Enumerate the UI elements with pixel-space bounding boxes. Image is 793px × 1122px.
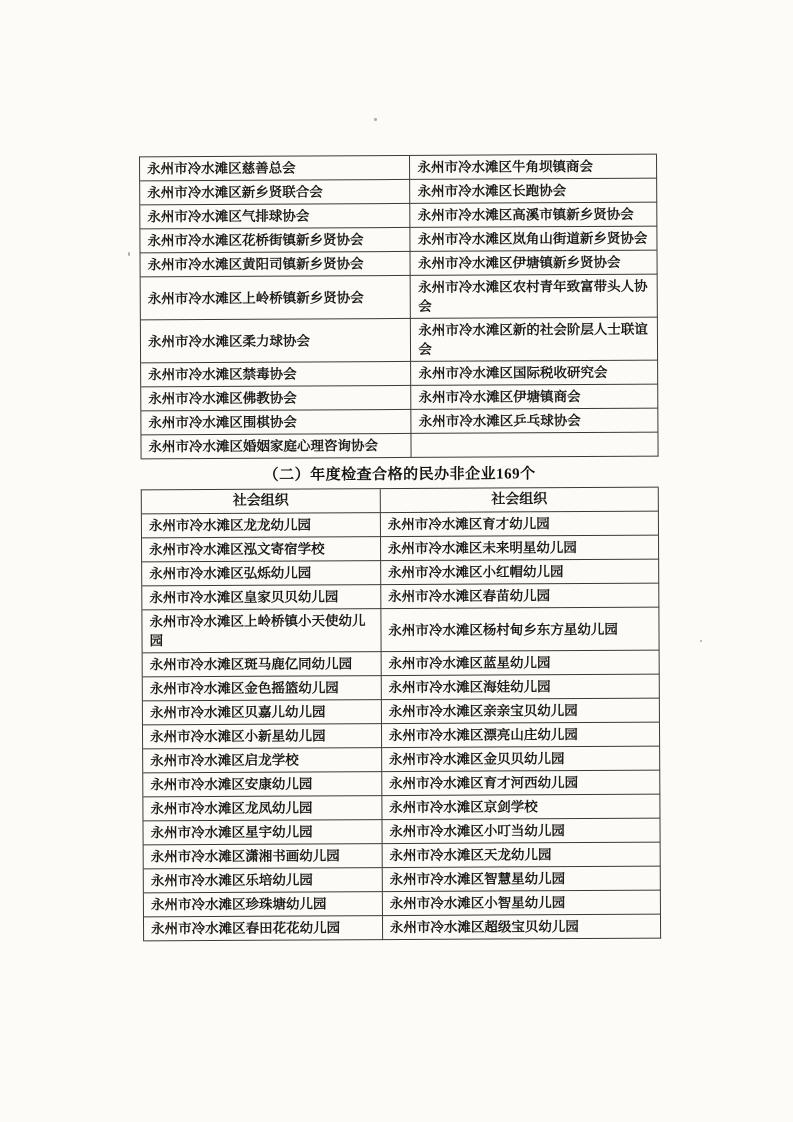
table-cell: 永州市冷水滩区长跑协会: [411, 179, 658, 204]
table-row: [143, 771, 660, 798]
table-row: [143, 747, 660, 774]
table-header-row: [142, 488, 659, 515]
table-row: [140, 203, 657, 230]
table-cell: 永州市冷水滩区婚姻家庭心理咨询协会: [141, 434, 412, 459]
table-cell: 永州市冷水滩区牛角坝镇商会: [410, 155, 657, 180]
table-row: [144, 843, 661, 870]
scan-speckle: [700, 640, 702, 642]
table-cell: 永州市冷水滩区潇湘书画幼儿园: [144, 844, 383, 869]
table-cell: 永州市冷水滩区佛教协会: [141, 386, 412, 411]
table-row: [141, 385, 658, 412]
table-cell: 永州市冷水滩区慈善总会: [140, 156, 411, 181]
table-cell: 永州市冷水滩区育才幼儿园: [381, 512, 659, 537]
table-cell: 永州市冷水滩区贝嘉儿幼儿园: [143, 700, 382, 725]
table-row: [144, 867, 661, 894]
table-row: [142, 584, 659, 611]
table-row: [143, 795, 660, 822]
table-cell: 永州市冷水滩区珍珠塘幼儿园: [144, 892, 383, 917]
table-row: [143, 699, 660, 726]
table-cell: 永州市冷水滩区蓝星幼儿园: [381, 651, 659, 676]
table-cell: 永州市冷水滩区亲亲宝贝幼儿园: [382, 699, 660, 724]
table-row: [144, 915, 661, 942]
page-content: [139, 154, 661, 942]
table-row: [141, 433, 658, 460]
table-cell: 永州市冷水滩区新的社会阶层人士联谊会: [411, 318, 658, 362]
table-row: [142, 536, 659, 563]
table-cell: 永州市冷水滩区围棋协会: [141, 410, 412, 435]
table-cell: 永州市冷水滩区小新星幼儿园: [143, 724, 382, 749]
social-organizations-table: [139, 154, 659, 460]
table-row: [142, 608, 659, 654]
table-cell: 永州市冷水滩区未来明星幼儿园: [381, 536, 659, 561]
table-header-cell: 社会组织: [381, 488, 659, 513]
scan-speckle: [128, 252, 130, 256]
table-cell: 永州市冷水滩区上岭桥镇新乡贤协会: [141, 276, 412, 320]
table-cell: 永州市冷水滩区国际税收研究会: [411, 361, 658, 386]
table-cell: 永州市冷水滩区伊塘镇商会: [412, 385, 659, 410]
table-cell: 永州市冷水滩区小智星幼儿园: [383, 891, 661, 916]
table-cell: 永州市冷水滩区星宇幼儿园: [143, 820, 382, 845]
table-row: [143, 819, 660, 846]
table-cell: 永州市冷水滩区禁毒协会: [141, 362, 412, 387]
table-cell: 永州市冷水滩区京剑学校: [382, 795, 660, 820]
table-row: [141, 251, 658, 278]
table-cell: 永州市冷水滩区乒乓球协会: [412, 409, 659, 434]
table-cell: 永州市冷水滩区龙凤幼儿园: [143, 796, 382, 821]
table-cell: [412, 433, 659, 458]
scan-speckle: [374, 118, 377, 121]
table-cell: 永州市冷水滩区上岭桥镇小天使幼儿园: [142, 609, 381, 653]
table-cell: 永州市冷水滩区智慧星幼儿园: [383, 867, 661, 892]
table-cell: 永州市冷水滩区伊塘镇新乡贤协会: [411, 251, 658, 276]
table-row: [143, 651, 660, 678]
table-cell: 永州市冷水滩区农村青年致富带头人协会: [411, 275, 658, 319]
table-cell: 永州市冷水滩区超级宝贝幼儿园: [383, 915, 661, 940]
table-row: [141, 275, 658, 321]
private-non-enterprise-table: [141, 487, 661, 942]
table-cell: 永州市冷水滩区龙龙幼儿园: [142, 513, 381, 538]
table-cell: 永州市冷水滩区启龙学校: [143, 748, 382, 773]
table-cell: 永州市冷水滩区小红帽幼儿园: [381, 560, 659, 585]
table-cell: 永州市冷水滩区皇家贝贝幼儿园: [142, 585, 381, 610]
table-cell: 永州市冷水滩区漂亮山庄幼儿园: [382, 723, 660, 748]
social-organizations-table-body: [140, 155, 659, 460]
table-cell: 永州市冷水滩区斑马鹿亿同幼儿园: [143, 652, 382, 677]
table-cell: 永州市冷水滩区金色摇篮幼儿园: [143, 676, 382, 701]
table-cell: 永州市冷水滩区育才河西幼儿园: [382, 771, 660, 796]
table-cell: 永州市冷水滩区乐培幼儿园: [144, 868, 383, 893]
table-cell: 永州市冷水滩区春田花花幼儿园: [144, 916, 383, 941]
table-row: [142, 512, 659, 539]
table-row: [140, 155, 657, 182]
table-cell: 永州市冷水滩区柔力球协会: [141, 319, 412, 363]
table-cell: 永州市冷水滩区泓文寄宿学校: [142, 537, 381, 562]
table-row: [142, 560, 659, 587]
table-cell: 永州市冷水滩区天龙幼儿园: [382, 843, 660, 868]
table-row: [140, 179, 657, 206]
table-row: [143, 723, 660, 750]
table-row: [141, 318, 658, 364]
table-cell: 永州市冷水滩区高溪市镇新乡贤协会: [411, 203, 658, 228]
private-non-enterprise-table-body: [142, 512, 661, 942]
table-cell: 永州市冷水滩区弘烁幼儿园: [142, 561, 381, 586]
table-row: [141, 409, 658, 436]
table-row: [140, 227, 657, 254]
table-row: [143, 675, 660, 702]
table-cell: 永州市冷水滩区金贝贝幼儿园: [382, 747, 660, 772]
table-cell: 永州市冷水滩区黄阳司镇新乡贤协会: [141, 252, 412, 277]
table-cell: 永州市冷水滩区小叮当幼儿园: [382, 819, 660, 844]
table-cell: 永州市冷水滩区海娃幼儿园: [382, 675, 660, 700]
table-cell: 永州市冷水滩区春苗幼儿园: [381, 584, 659, 609]
table-cell: 永州市冷水滩区新乡贤联合会: [140, 180, 411, 205]
table-cell: 永州市冷水滩区杨村甸乡东方星幼儿园: [381, 608, 659, 652]
table-row: [144, 891, 661, 918]
table-header-cell: 社会组织: [142, 489, 381, 514]
section-heading: （二）年度检查合格的民办非企业169个: [263, 466, 536, 484]
table-cell: 永州市冷水滩区花桥街镇新乡贤协会: [140, 228, 411, 253]
table-row: [141, 361, 658, 388]
table-cell: 永州市冷水滩区气排球协会: [140, 204, 411, 229]
table-cell: 永州市冷水滩区安康幼儿园: [143, 772, 382, 797]
table-cell: 永州市冷水滩区岚角山街道新乡贤协会: [411, 227, 658, 252]
